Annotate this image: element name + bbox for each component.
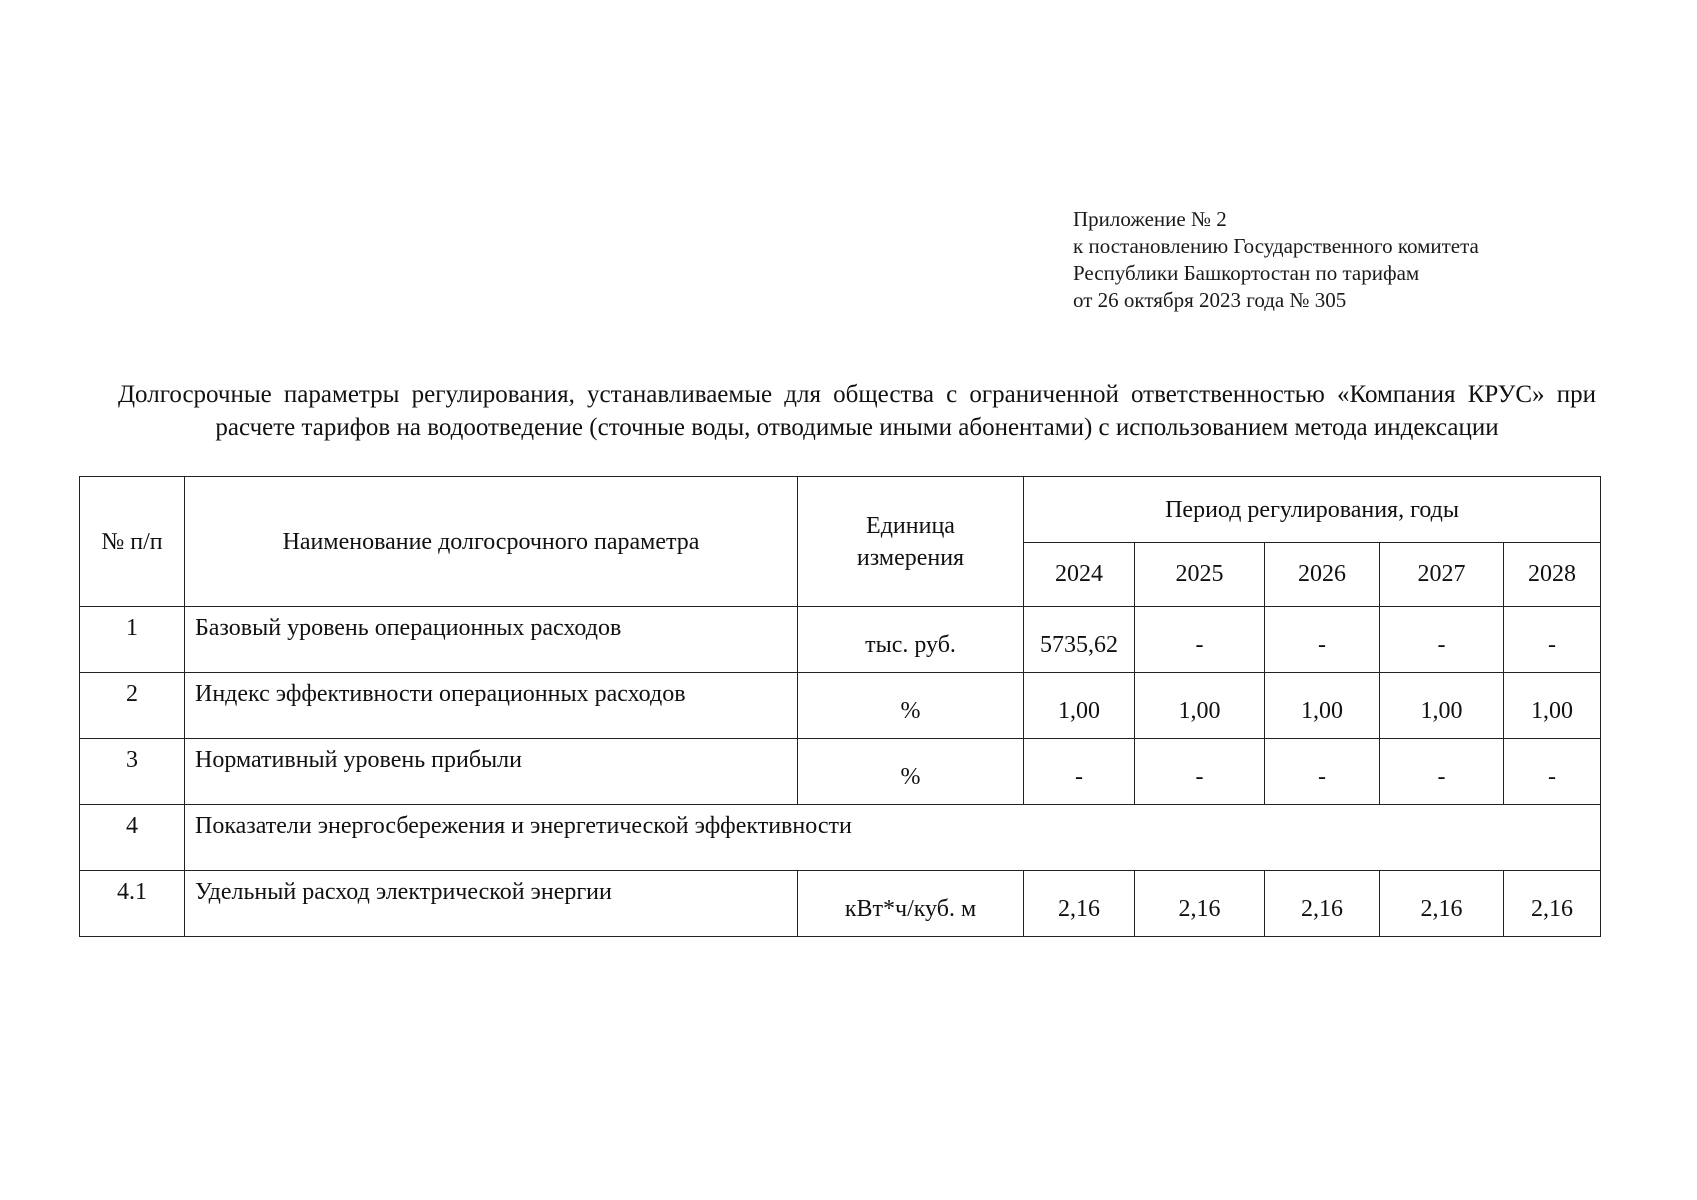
- header-year: 2026: [1265, 543, 1380, 607]
- row-value: 1,00: [1504, 673, 1601, 739]
- table-row: [80, 607, 1601, 673]
- header-year: 2028: [1504, 543, 1601, 607]
- appendix-header: [1073, 206, 1479, 314]
- row-value: -: [1265, 607, 1380, 673]
- row-value: -: [1380, 739, 1504, 805]
- table-row: [80, 871, 1601, 937]
- row-value: 1,00: [1380, 673, 1504, 739]
- row-value: -: [1504, 739, 1601, 805]
- header-year: 2024: [1024, 543, 1135, 607]
- row-unit: кВт*ч/куб. м: [798, 871, 1024, 937]
- parameters-table: [79, 476, 1601, 937]
- table-row: [80, 739, 1601, 805]
- row-value: -: [1135, 739, 1265, 805]
- row-number: 2: [80, 673, 185, 739]
- row-value: -: [1135, 607, 1265, 673]
- row-value: 5735,62: [1024, 607, 1135, 673]
- row-value: 2,16: [1504, 871, 1601, 937]
- row-name: Индекс эффективности операционных расходов: [185, 673, 798, 739]
- header-year: 2027: [1380, 543, 1504, 607]
- row-name: Нормативный уровень прибыли: [185, 739, 798, 805]
- header-year: 2025: [1135, 543, 1265, 607]
- row-value: 1,00: [1024, 673, 1135, 739]
- row-name: Удельный расход электрической энергии: [185, 871, 798, 937]
- row-number: 1: [80, 607, 185, 673]
- row-value: -: [1380, 607, 1504, 673]
- row-unit: %: [798, 673, 1024, 739]
- row-value: -: [1265, 739, 1380, 805]
- row-value: 1,00: [1265, 673, 1380, 739]
- row-section-name: Показатели энергосбережения и энергетической эффективности: [185, 805, 1601, 871]
- document-title: Долгосрочные параметры регулирования, устанавливаемые для общества с ограниченной ответственностью «Компания КРУС» при расчете тарифов на водоотведение (сточные воды, отводимые иными абонентами) с использованием метода индексации: [118, 381, 1596, 441]
- table-row: [80, 673, 1601, 739]
- row-value: -: [1504, 607, 1601, 673]
- row-name: Базовый уровень операционных расходов: [185, 607, 798, 673]
- row-value: 2,16: [1265, 871, 1380, 937]
- appendix-number: Приложение № 2: [1073, 207, 1227, 231]
- header-name: Наименование долгосрочного параметра: [185, 477, 798, 607]
- row-value: 1,00: [1135, 673, 1265, 739]
- row-value: -: [1024, 739, 1135, 805]
- row-unit: %: [798, 739, 1024, 805]
- row-value: 2,16: [1380, 871, 1504, 937]
- row-value: 2,16: [1135, 871, 1265, 937]
- row-number: 4: [80, 805, 185, 871]
- appendix-committee: Республики Башкортостан по тарифам: [1073, 261, 1420, 285]
- row-value: 2,16: [1024, 871, 1135, 937]
- header-unit: Единица измерения: [798, 477, 1024, 607]
- header-num: № п/п: [80, 477, 185, 607]
- row-unit: тыс. руб.: [798, 607, 1024, 673]
- appendix-date: от 26 октября 2023 года № 305: [1073, 288, 1347, 312]
- header-period: Период регулирования, годы: [1024, 477, 1601, 543]
- table-section-row: [80, 805, 1601, 871]
- row-number: 3: [80, 739, 185, 805]
- table-header-row: [80, 477, 1601, 543]
- appendix-resolution: к постановлению Государственного комитета: [1073, 234, 1479, 258]
- row-number: 4.1: [80, 871, 185, 937]
